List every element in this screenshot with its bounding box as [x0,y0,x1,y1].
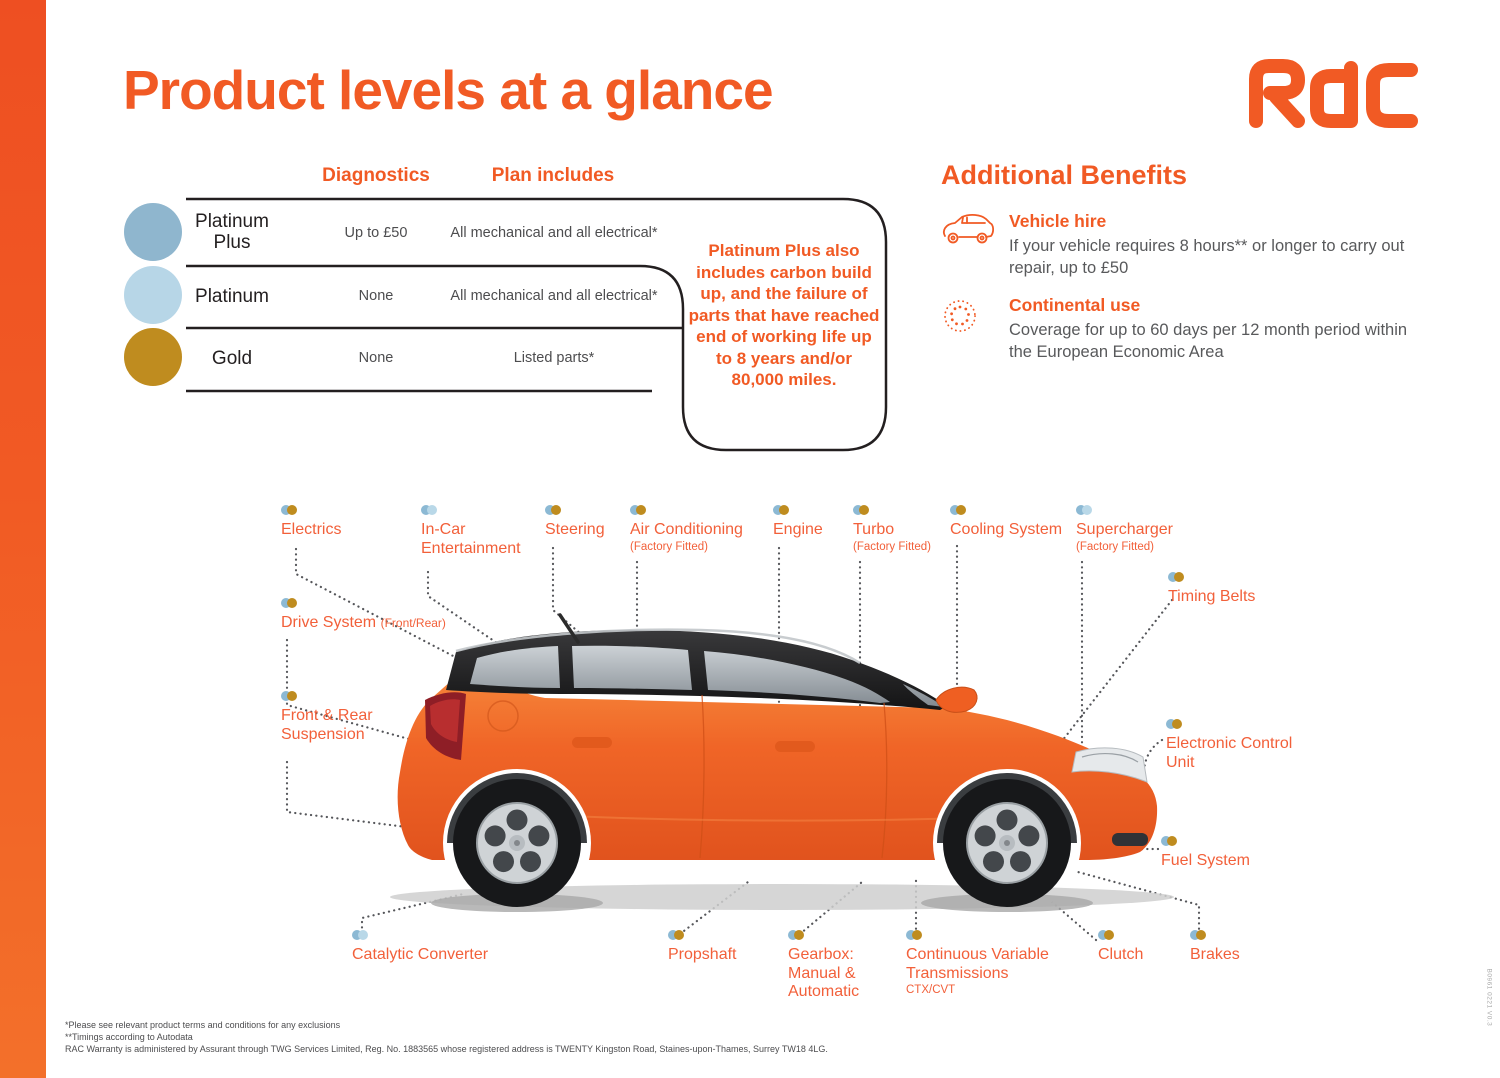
part-timing-belts: Timing Belts [1168,572,1308,607]
cell-platinum-plus-diagnostics: Up to £50 [344,225,408,241]
plan-circles [124,203,182,386]
front-intake [1112,833,1148,846]
benefit-heading: Continental use [1009,295,1141,315]
leader-timing-belts [1055,600,1172,750]
coverage-dots [421,505,536,516]
row-name-platinum-plus: Platinum Plus [195,211,269,253]
part-drive-system: Drive System (Front/Rear) [281,598,501,633]
part-propshaft: Propshaft [668,930,808,965]
benefit-heading: Vehicle hire [1009,211,1107,231]
part-engine: Engine [773,505,913,540]
cell-platinum-diagnostics: None [358,288,394,304]
coverage-dots [281,598,501,609]
part-gearbox: Gearbox: Manual & Automatic [788,930,893,1002]
platinum-plus-callout: Platinum Plus also includes carbon build up, and the failure of parts that have reached end of working life up to 8 years and/or 80,000 miles. [688,241,880,389]
cell-gold-diagnostics: None [358,350,394,366]
coverage-dots [1076,505,1216,516]
coverage-dots [281,691,406,702]
gold-circle [124,328,182,386]
footer-line-1: *Please see relevant product terms and conditions for any exclusions [65,1020,341,1030]
side-mirror [936,687,977,712]
coverage-dots [906,930,1076,941]
row-name-gold: Gold [211,348,253,369]
part-fuel-system: Fuel System [1161,836,1301,871]
door-handle-front [775,741,815,752]
benefit-continental-use [941,295,1429,363]
part-supercharger: Supercharger (Factory Fitted) [1076,505,1216,553]
benefit-text: If your vehicle requires 8 hours** or longer to carry out repair, up to £50 [1009,237,1405,277]
footer-line-3: RAC Warranty is administered by Assurant through TWG Services Limited, Reg. No. 1883565 whose registered address is TWENTY Kingston Road, Staines-upon-Thames, Surrey TW18 4LG. [65,1044,828,1054]
part-continuous-variable-transmissions: Continuous Variable Transmissions CTX/CVT [906,930,1076,996]
coverage-dots [352,930,532,941]
hire-car-icon [941,211,995,279]
coverage-dots [950,505,1090,516]
part-clutch: Clutch [1098,930,1238,965]
part-catalytic-converter: Catalytic Converter [352,930,532,965]
benefit-text: Coverage for up to 60 days per 12 month period within the European Economic Area [1009,321,1408,361]
benefit-vehicle-hire [941,211,1429,279]
part-electrics: Electrics [281,505,421,540]
cell-platinum-plan: All mechanical and all electrical* [450,288,658,304]
benefits-title: Additional Benefits [941,160,1188,190]
coverage-dots [281,505,421,516]
cell-gold-plan: Listed parts* [513,350,595,366]
coverage-dots [1161,836,1301,847]
continental-dotted-circle-icon [941,295,995,363]
part-steering: Steering [545,505,685,540]
page-title: Product levels at a glance [123,59,773,121]
cell-platinum-plus-plan: All mechanical and all electrical* [450,225,658,241]
coverage-dots [668,930,808,941]
part-front-rear-suspension: Front & Rear Suspension [281,691,406,744]
coverage-dots [1168,572,1308,583]
column-header-plan-includes: Plan includes [491,165,615,186]
print-reference-code: B0961 0221 V0.3 [1485,968,1493,1027]
platinum-circle [124,266,182,324]
car-illustration [390,615,1174,917]
coverage-dots [1166,719,1311,730]
part-electronic-control-unit: Electronic Control Unit [1166,719,1311,772]
part-brakes: Brakes [1190,930,1330,965]
front-wheel [943,779,1071,907]
column-header-diagnostics: Diagnostics [322,165,430,186]
rear-wheel [453,779,581,907]
part-in-car-entertainment: In-Car Entertainment [421,505,536,558]
part-turbo: Turbo (Factory Fitted) [853,505,993,553]
door-handle-rear [572,737,612,748]
row-name-platinum: Platinum [195,286,269,307]
part-cooling-system: Cooling System [950,505,1090,540]
footer-disclaimer [65,1019,828,1055]
platinum-plus-circle [124,203,182,261]
coverage-dots [1190,930,1330,941]
coverage-dots [630,505,790,516]
footer-line-2: **Timings according to Autodata [65,1032,193,1042]
part-air-conditioning: Air Conditioning (Factory Fitted) [630,505,790,553]
coverage-dots [788,930,893,941]
additional-benefits-section [941,160,1429,379]
